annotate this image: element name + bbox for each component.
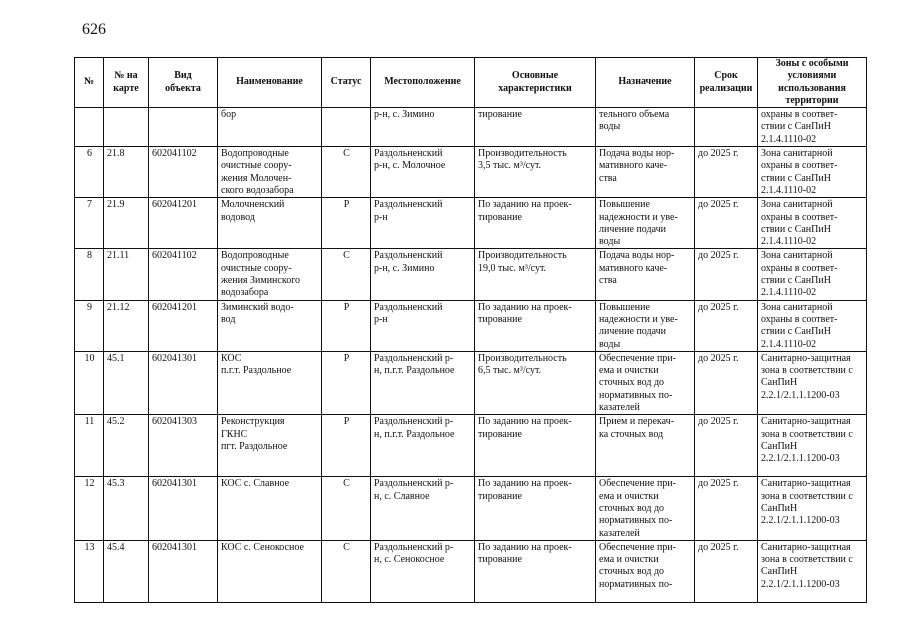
- cell-term: до 2025 г.: [695, 477, 758, 540]
- cell-map-no: 45.3: [104, 477, 149, 540]
- cell-location: Раздольненский р- н, с. Сенокосное: [371, 540, 475, 602]
- cell-term: до 2025 г.: [695, 198, 758, 249]
- table-row: [75, 249, 867, 300]
- cell-purpose: Обеспечение при- ема и очистки сточных вод до нормативных по- казателей: [596, 477, 695, 540]
- cell-status: [322, 108, 371, 147]
- header-location: Местоположение: [371, 58, 475, 108]
- cell-map-no: 21.11: [104, 249, 149, 300]
- page-number: 626: [82, 21, 106, 38]
- cell-num: 11: [75, 415, 104, 477]
- cell-status: Р: [322, 198, 371, 249]
- cell-object-type: 602041301: [149, 540, 218, 602]
- cell-num: 8: [75, 249, 104, 300]
- cell-status: С: [322, 540, 371, 602]
- cell-location: Раздольненский р- н, п.г.т. Раздольное: [371, 351, 475, 414]
- cell-zones: Зона санитарной охраны в соответ- ствии с СанПиН 2.1.4.1110-02: [758, 249, 867, 300]
- cell-map-no: 21.12: [104, 300, 149, 351]
- cell-object-type: 602041303: [149, 415, 218, 477]
- cell-num: 6: [75, 147, 104, 198]
- cell-location: Раздольненский р- н, с. Славное: [371, 477, 475, 540]
- cell-location: Раздольненский р-н, с. Зимино: [371, 249, 475, 300]
- cell-purpose: Повышение надежности и уве- личение подачи воды: [596, 300, 695, 351]
- cell-status: С: [322, 477, 371, 540]
- table-row: [75, 540, 867, 602]
- cell-status: С: [322, 249, 371, 300]
- cell-location: р-н, с. Зимино: [371, 108, 475, 147]
- header-name: Наименование: [218, 58, 322, 108]
- cell-status: Р: [322, 300, 371, 351]
- header-characteristics: Основные характеристики: [475, 58, 596, 108]
- cell-characteristics: Производительность 6,5 тыс. м³/сут.: [475, 351, 596, 414]
- cell-purpose: Прием и перекач- ка сточных вод: [596, 415, 695, 477]
- cell-characteristics: По заданию на проек- тирование: [475, 198, 596, 249]
- header-object-type: Вид объекта: [149, 58, 218, 108]
- cell-zones: Зона санитарной охраны в соответ- ствии с СанПиН 2.1.4.1110-02: [758, 300, 867, 351]
- cell-object-type: 602041102: [149, 147, 218, 198]
- header-term: Срок реализации: [695, 58, 758, 108]
- cell-object-type: 602041201: [149, 198, 218, 249]
- cell-zones: Санитарно-защитная зона в соответствии с СанПиН 2.2.1/2.1.1.1200-03: [758, 540, 867, 602]
- cell-characteristics: Производительность 19,0 тыс. м³/сут.: [475, 249, 596, 300]
- cell-num: 12: [75, 477, 104, 540]
- table-row: [75, 198, 867, 249]
- cell-map-no: 21.9: [104, 198, 149, 249]
- cell-num: 7: [75, 198, 104, 249]
- header-status: Статус: [322, 58, 371, 108]
- table-row: [75, 108, 867, 147]
- cell-purpose: Обеспечение при- ема и очистки сточных вод до нормативных по-: [596, 540, 695, 602]
- cell-name: бор: [218, 108, 322, 147]
- cell-name: Водопроводные очистные соору- жения Зиминского водозабора: [218, 249, 322, 300]
- cell-zones: Зона санитарной охраны в соответ- ствии с СанПиН 2.1.4.1110-02: [758, 198, 867, 249]
- cell-term: до 2025 г.: [695, 300, 758, 351]
- cell-characteristics: тирование: [475, 108, 596, 147]
- cell-map-no: 21.8: [104, 147, 149, 198]
- objects-table: [74, 57, 867, 603]
- cell-purpose: Обеспечение при- ема и очистки сточных вод до нормативных по- казателей: [596, 351, 695, 414]
- table-row: [75, 477, 867, 540]
- cell-name: КОС с. Сенокосное: [218, 540, 322, 602]
- cell-status: Р: [322, 415, 371, 477]
- cell-characteristics: Производительность 3,5 тыс. м³/сут.: [475, 147, 596, 198]
- cell-status: Р: [322, 351, 371, 414]
- cell-object-type: 602041201: [149, 300, 218, 351]
- cell-term: [695, 108, 758, 147]
- cell-status: С: [322, 147, 371, 198]
- cell-purpose: Подача воды нор- мативного каче- ства: [596, 249, 695, 300]
- table-row: [75, 351, 867, 414]
- header-num: №: [75, 58, 104, 108]
- cell-purpose: Подача воды нор- мативного каче- ства: [596, 147, 695, 198]
- cell-location: Раздольненский р-н: [371, 300, 475, 351]
- cell-purpose: тельного объема воды: [596, 108, 695, 147]
- cell-characteristics: По заданию на проек- тирование: [475, 477, 596, 540]
- cell-characteristics: По заданию на проек- тирование: [475, 415, 596, 477]
- cell-term: до 2025 г.: [695, 540, 758, 602]
- cell-term: до 2025 г.: [695, 415, 758, 477]
- table-row: [75, 300, 867, 351]
- table-row: [75, 415, 867, 477]
- cell-zones: Зона санитарной охраны в соответ- ствии с СанПиН 2.1.4.1110-02: [758, 147, 867, 198]
- cell-num: 9: [75, 300, 104, 351]
- cell-name: КОС с. Славное: [218, 477, 322, 540]
- cell-zones: Санитарно-защитная зона в соответствии с СанПиН 2.2.1/2.1.1.1200-03: [758, 415, 867, 477]
- table-row: [75, 147, 867, 198]
- cell-num: 10: [75, 351, 104, 414]
- cell-term: до 2025 г.: [695, 147, 758, 198]
- header-zones: Зоны с особыми условиями использования территории: [758, 58, 867, 108]
- cell-name: КОС п.г.т. Раздольное: [218, 351, 322, 414]
- cell-location: Раздольненский р- н, п.г.т. Раздольное: [371, 415, 475, 477]
- cell-zones: Санитарно-защитная зона в соответствии с СанПиН 2.2.1/2.1.1.1200-03: [758, 477, 867, 540]
- cell-object-type: 602041301: [149, 477, 218, 540]
- header-map-no: № на карте: [104, 58, 149, 108]
- cell-location: Раздольненский р-н: [371, 198, 475, 249]
- cell-map-no: 45.4: [104, 540, 149, 602]
- cell-location: Раздольненский р-н, с. Молочное: [371, 147, 475, 198]
- cell-zones: охраны в соответ- ствии с СанПиН 2.1.4.1110-02: [758, 108, 867, 147]
- cell-zones: Санитарно-защитная зона в соответствии с СанПиН 2.2.1/2.1.1.1200-03: [758, 351, 867, 414]
- cell-object-type: 602041301: [149, 351, 218, 414]
- cell-object-type: 602041102: [149, 249, 218, 300]
- header-row: [75, 58, 867, 108]
- cell-characteristics: По заданию на проек- тирование: [475, 540, 596, 602]
- cell-map-no: 45.2: [104, 415, 149, 477]
- cell-object-type: [149, 108, 218, 147]
- cell-name: Зиминский водо- вод: [218, 300, 322, 351]
- header-purpose: Назначение: [596, 58, 695, 108]
- cell-num: 13: [75, 540, 104, 602]
- cell-name: Молочненский водовод: [218, 198, 322, 249]
- cell-map-no: [104, 108, 149, 147]
- cell-num: [75, 108, 104, 147]
- cell-name: Водопроводные очистные соору- жения Молочен- ского водозабора: [218, 147, 322, 198]
- cell-map-no: 45.1: [104, 351, 149, 414]
- cell-characteristics: По заданию на проек- тирование: [475, 300, 596, 351]
- cell-term: до 2025 г.: [695, 351, 758, 414]
- cell-purpose: Повышение надежности и уве- личение подачи воды: [596, 198, 695, 249]
- cell-term: до 2025 г.: [695, 249, 758, 300]
- cell-name: Реконструкция ГКНС пгт. Раздольное: [218, 415, 322, 477]
